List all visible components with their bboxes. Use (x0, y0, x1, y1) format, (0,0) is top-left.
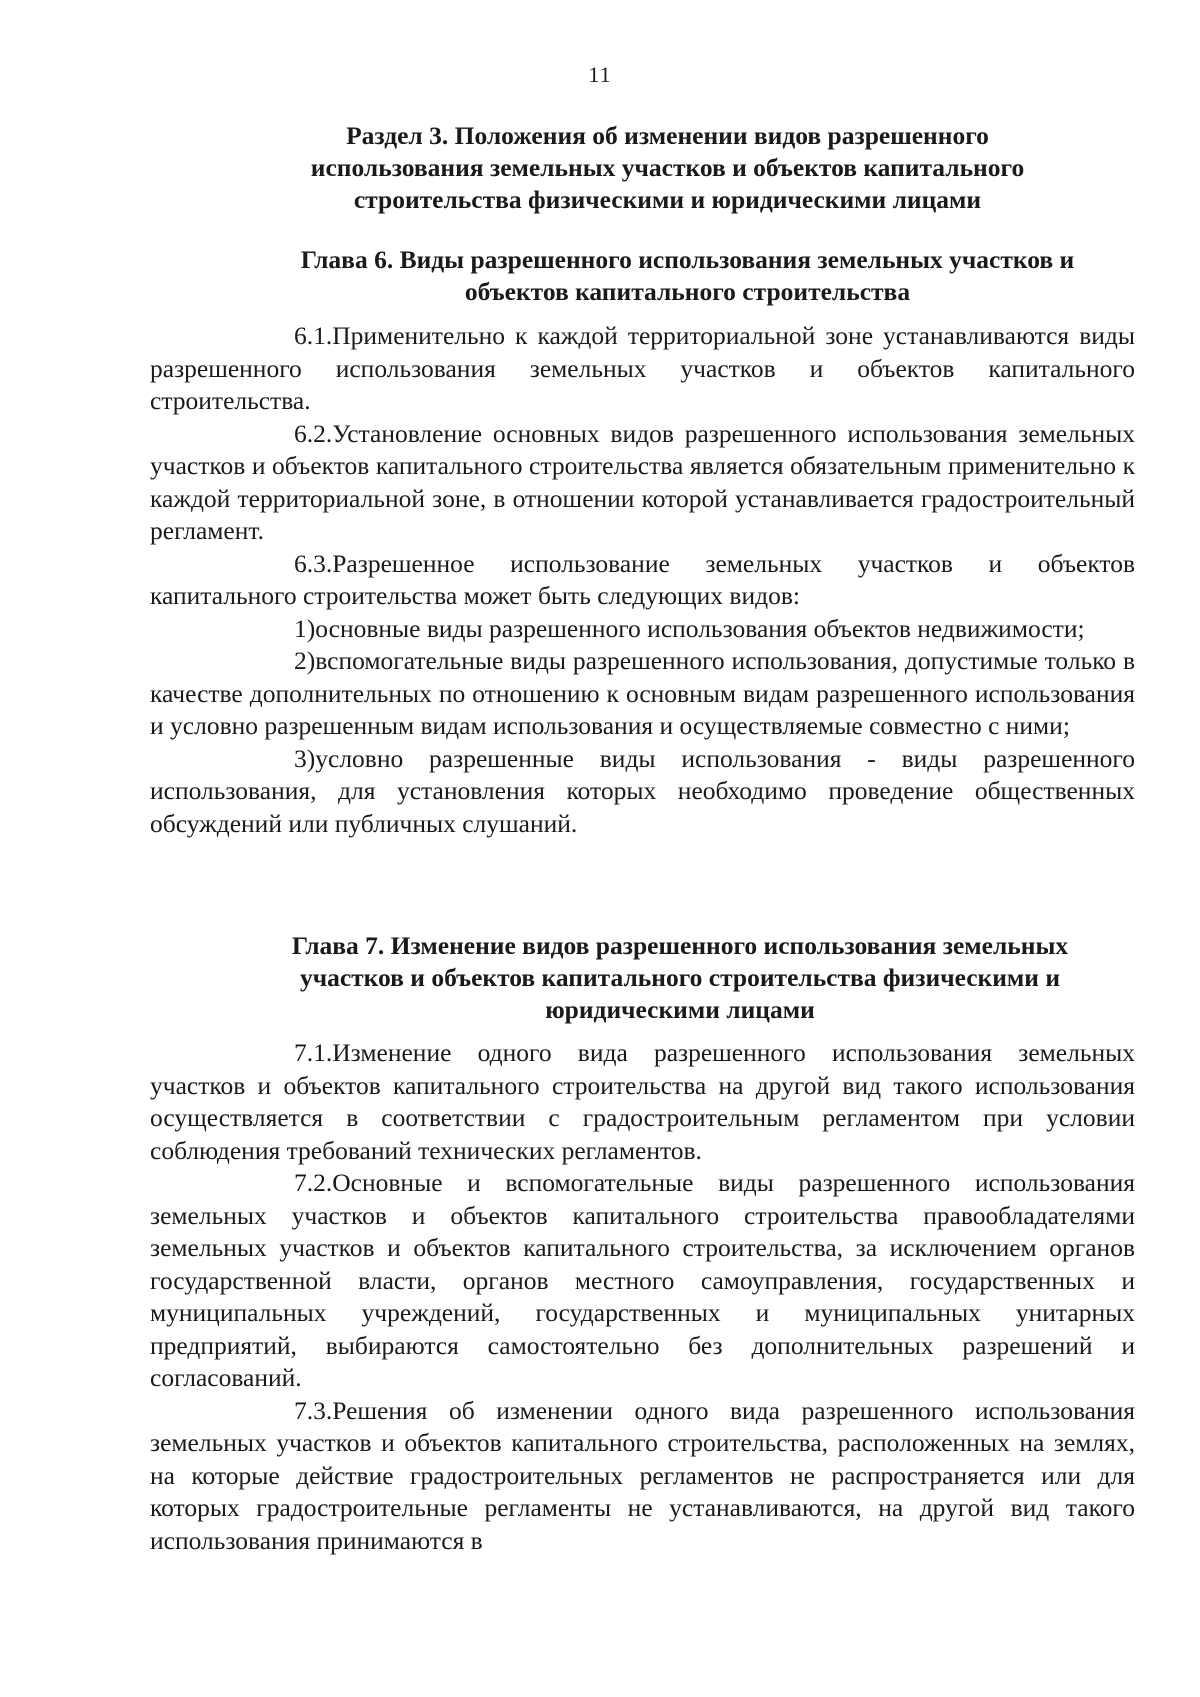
chapter-7-title-line: юридическими лицами (545, 995, 815, 1024)
chapter-7-body (150, 1037, 1135, 1557)
section-title-line: строительства физическими и юридическими лицами (353, 185, 982, 214)
paragraph-text: Установление основных видов разрешенного использования земельных участков и объектов капитального строительства является обязательным применительно к каждой территориальной зоне, в отношении которой устанавливается градостроительный регламент. (150, 418, 1135, 545)
section-title-line: Раздел 3. Положения об изменении видов разрешенного (346, 121, 989, 150)
chapter-7-title-line: Глава 7. Изменение видов разрешенного использования земельных (291, 931, 1069, 960)
chapter-7-title (200, 930, 1160, 1026)
chapter-6-body (150, 320, 1135, 840)
list-item-text: вспомогательные виды разрешенного использования, допустимые только в качестве дополнительных по отношению к основным видам разрешенного использования и условно разрешенным видам использования и осуществляемые совместно с ними; (150, 646, 1135, 740)
list-item-text: основные виды разрешенного использования объектов недвижимости; (315, 613, 1085, 643)
chapter-6-title (220, 244, 1155, 308)
list-item-number: 3) (294, 743, 316, 773)
section-title-line: использования земельных участков и объектов капитального (310, 153, 1025, 182)
paragraph-7-2 (150, 1167, 1135, 1395)
list-item-3 (150, 743, 1135, 841)
list-item-number: 1) (294, 613, 316, 643)
paragraph-number: 7.1. (294, 1038, 333, 1067)
paragraph-text: Изменение одного вида разрешенного использования земельных участков и объектов капитального строительства на другой вид такого использования осуществляется в соответствии с градостроительным регламентом при условии соблюдения требований технических регламентов. (150, 1038, 1135, 1165)
chapter-6-title-line: объектов капитального строительства (464, 277, 911, 306)
list-item-number: 2) (294, 646, 316, 675)
paragraph-6-2 (150, 418, 1135, 548)
list-item-text: условно разрешенные виды использования - виды разрешенного использования, для установления которых необходимо проведение общественных обсуждений или публичных слушаний. (150, 743, 1135, 838)
paragraph-6-1 (150, 320, 1135, 418)
list-item-2 (150, 645, 1135, 743)
paragraph-number: 6.3. (294, 548, 333, 578)
chapter-6-title-line: Глава 6. Виды разрешенного использования земельных участков и (300, 245, 1075, 274)
paragraph-text: Разрешенное использование земельных участков и объектов капитального строительства может быть следующих видов: (150, 548, 1135, 610)
chapter-7-title-line: участков и объектов капитального строительства физическими и (299, 963, 1061, 992)
paragraph-text: Решения об изменении одного вида разрешенного использования земельных участков и объектов капитального строительства, расположенных на землях, на которые действие градостроительных регламентов не распространяется или для которых градостроительные регламенты не устанавливаются, на другой вид такого использования принимаются в (150, 1395, 1135, 1555)
paragraph-number: 6.1. (294, 321, 333, 350)
list-item-1 (150, 613, 1135, 646)
paragraph-text: Применительно к каждой территориальной зоне устанавливаются виды разрешенного использования земельных участков и объектов капитального строительства. (150, 321, 1135, 415)
paragraph-7-3 (150, 1395, 1135, 1558)
page-number: 11 (588, 62, 612, 87)
paragraph-6-3 (150, 548, 1135, 613)
paragraph-number: 6.2. (294, 418, 333, 448)
paragraph-number: 7.2. (294, 1168, 333, 1197)
paragraph-number: 7.3. (294, 1395, 333, 1425)
paragraph-text: Основные и вспомогательные виды разрешенного использования земельных участков и объектов капитального строительства правообладателями земельных участков и объектов капитального строительства, за исключением органов государственной власти, органов местного самоуправления, государственных и муниципальных учреждений, государственных и муниципальных унитарных предприятий, выбираются самостоятельно без дополнительных разрешений и согласований. (150, 1168, 1135, 1392)
section-title (200, 120, 1135, 216)
paragraph-7-1 (150, 1037, 1135, 1167)
